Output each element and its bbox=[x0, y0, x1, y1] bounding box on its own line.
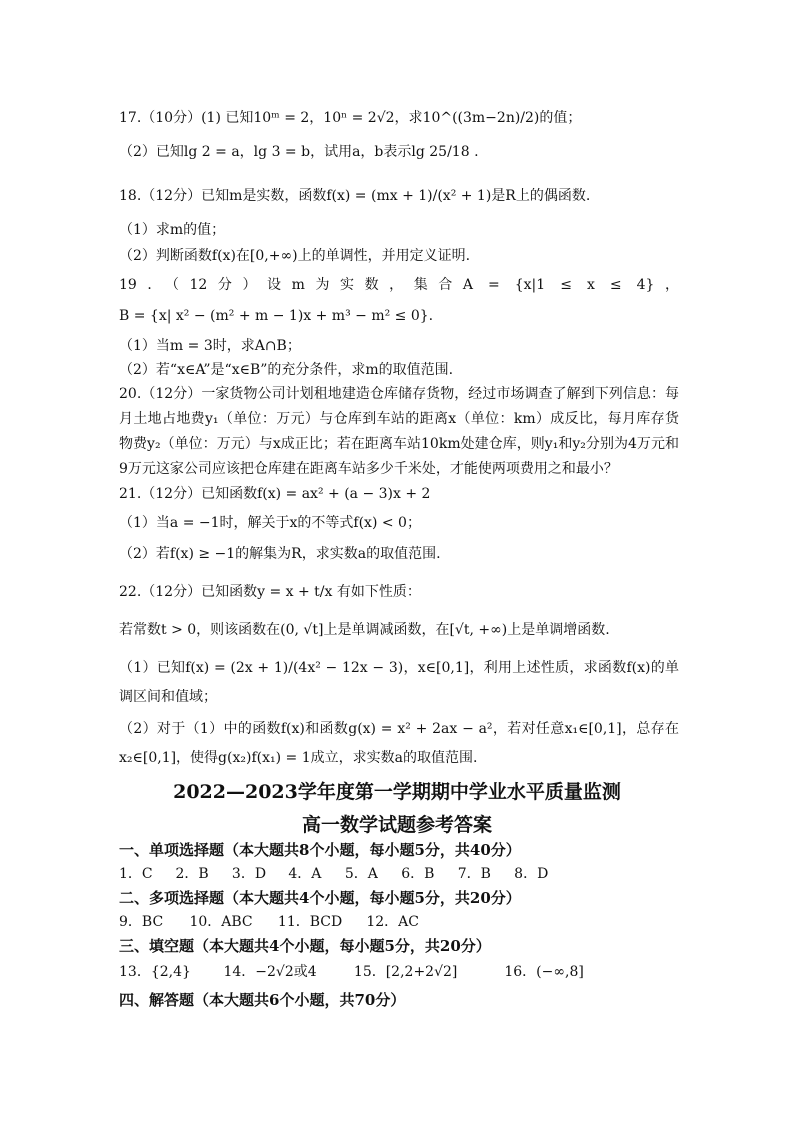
question-22: 22.（12分）已知函数y = x + t/x 有如下性质： bbox=[119, 584, 421, 600]
answer-item: 12．AC bbox=[366, 914, 419, 930]
question-22-property: 若常数t > 0，则该函数在(0, √t]上是单调减函数，在[√t, +∞)上是单调增函数. bbox=[119, 622, 610, 638]
answer-item: 6．B bbox=[401, 866, 435, 882]
section-2-heading: 二、多项选择题（本大题共4个小题，每小题5分，共20分） bbox=[119, 889, 521, 907]
section-1-answers bbox=[119, 864, 679, 884]
question-18-part-1: （1）求m的值； bbox=[119, 222, 226, 238]
question-19-line-2: B = {x| x² − (m² + m − 1)x + m³ − m² ≤ 0}. bbox=[119, 308, 434, 324]
section-2-answers bbox=[119, 912, 679, 932]
answer-item: 9．BC bbox=[119, 914, 164, 930]
answer-item: 10．ABC bbox=[189, 914, 253, 930]
section-4-heading: 四、解答题（本大题共6个小题，共70分） bbox=[119, 991, 406, 1009]
answer-item: 8．D bbox=[514, 866, 549, 882]
answer-item: 5．A bbox=[344, 866, 378, 882]
question-20: 20.（12分）一家货物公司计划租地建造仓库储存货物，经过市场调查了解到下列信息：每月土地占地费y₁（单位：万元）与仓库到车站的距离x（单位：km）成反比，每月库存货物费y₂（单位：万元）与x成正比；若在距离车站10km处建仓库，则y₁和y₂分别为4万元和9万元这家公司应该把仓库建在距离车站多少千米处，才能使两项费用之和最小？ bbox=[119, 386, 679, 477]
question-21-part-1: （1）当a = −1时，解关于x的不等式f(x) < 0； bbox=[119, 515, 421, 531]
section-3-answers bbox=[119, 962, 679, 982]
answer-item: 11．BCD bbox=[277, 914, 343, 930]
answer-item: 3．D bbox=[231, 866, 267, 882]
answer-item: 13．{2,4} bbox=[119, 964, 191, 980]
question-19-part-2: （2）若“x∈A”是“x∈B”的充分条件，求m的取值范围. bbox=[119, 362, 454, 378]
question-22-part-1: （1）已知f(x) = (2x + 1)/(4x² − 12x − 3)，x∈[0,1]，利用上述性质，求函数f(x)的单调区间和值域； bbox=[119, 660, 679, 705]
question-19-line-1: 19．（12分）设m为实数，集合A = {x|1 ≤ x ≤ 4}， bbox=[119, 277, 679, 293]
question-22-part-2: （2）对于（1）中的函数f(x)和函数g(x) = x² + 2ax − a²，若对任意x₁∈[0,1]，总存在x₂∈[0,1]，使得g(x₂)f(x₁) = 1成立，求实数a的取值范围. bbox=[119, 721, 679, 766]
answer-item: 16．(−∞,8] bbox=[504, 964, 584, 980]
answer-item: 4．A bbox=[288, 866, 322, 882]
question-17-part-2: （2）已知lg 2 = a，lg 3 = b，试用a，b表示lg 25/18 . bbox=[119, 144, 479, 160]
answer-subtitle: 高一数学试题参考答案 bbox=[301, 814, 492, 836]
section-3-heading: 三、填空题（本大题共4个小题，每小题5分，共20分） bbox=[119, 937, 491, 955]
question-21: 21.（12分）已知函数f(x) = ax² + (a − 3)x + 2 bbox=[119, 486, 431, 502]
question-18-part-2: （2）判断函数f(x)在[0,+∞)上的单调性，并用定义证明. bbox=[119, 248, 471, 264]
question-19-part-1: （1）当m = 3时，求A∩B； bbox=[119, 338, 301, 354]
answer-item: 1．C bbox=[119, 866, 153, 882]
answer-item: 15．[2,2+2√2] bbox=[353, 964, 458, 980]
section-1-heading: 一、单项选择题（本大题共8个小题，每小题5分，共40分） bbox=[119, 841, 521, 859]
question-17-part-1: 17.（10分）(1) 已知10ᵐ = 2，10ⁿ = 2√2，求10^((3m−2n)/2)的值； bbox=[119, 110, 582, 126]
answer-title: 2022—2023学年度第一学期期中学业水平质量监测 bbox=[173, 781, 621, 803]
question-18: 18.（12分）已知m是实数，函数f(x) = (mx + 1)/(x² + 1)是R上的偶函数. bbox=[119, 188, 591, 204]
answer-item: 2．B bbox=[175, 866, 209, 882]
question-21-part-2: （2）若f(x) ≥ −1的解集为R，求实数a的取值范围. bbox=[119, 546, 441, 562]
answer-item: 7．B bbox=[457, 866, 491, 882]
answer-item: 14．−2√2或4 bbox=[223, 964, 317, 980]
